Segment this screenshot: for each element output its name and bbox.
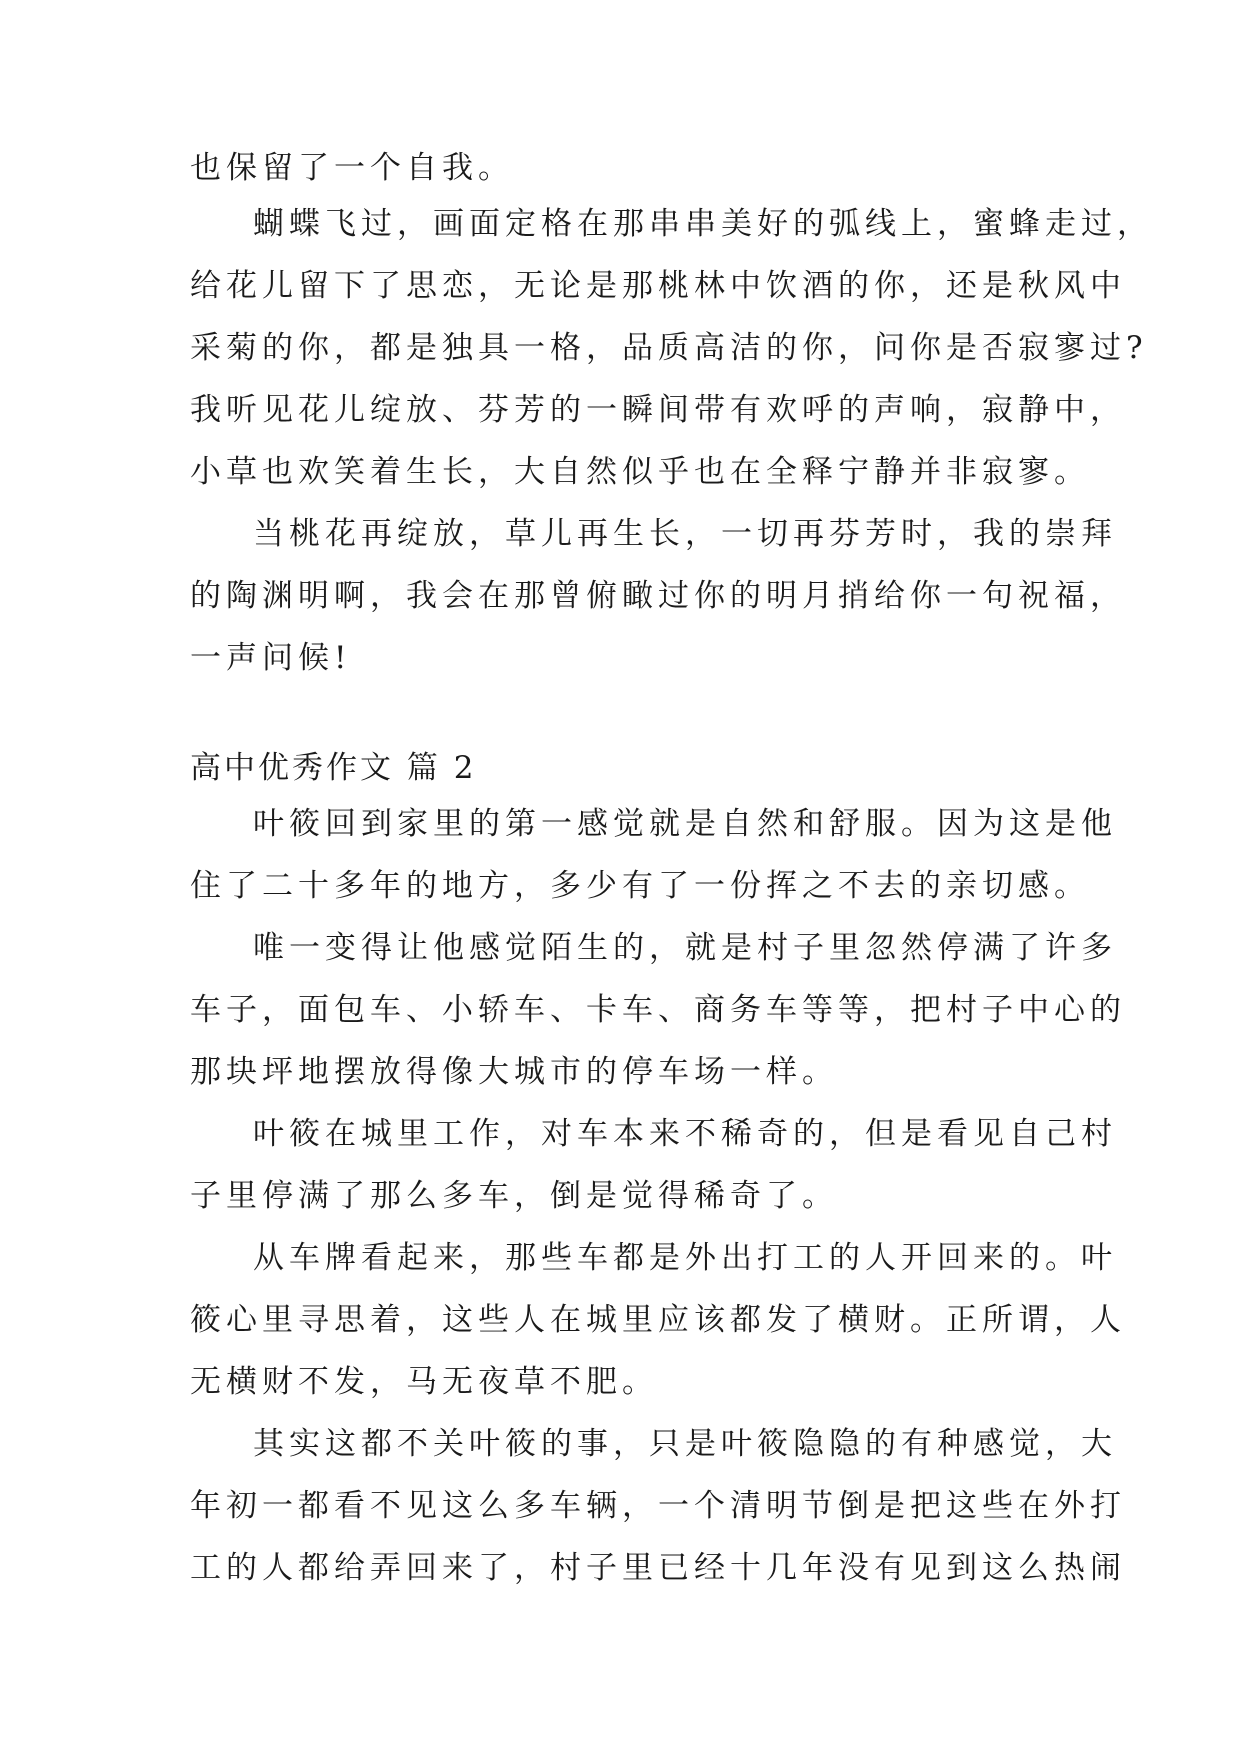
paragraph-line: 那块坪地摆放得像大城市的停车场一样。	[190, 1054, 838, 1090]
paragraph-line: 蝴蝶飞过，画面定格在那串串美好的弧线上，蜜蜂走过，	[253, 206, 1153, 242]
paragraph-line: 我听见花儿绽放、芬芳的一瞬间带有欢呼的声响，寂静中，	[190, 392, 1126, 428]
paragraph-line: 子里停满了那么多车，倒是觉得稀奇了。	[190, 1178, 838, 1214]
paragraph-line: 的陶渊明啊，我会在那曾俯瞰过你的明月捎给你一句祝福，	[190, 578, 1126, 614]
paragraph-line: 也保留了一个自我。	[190, 150, 514, 186]
paragraph-line: 一声问候!	[190, 640, 352, 676]
paragraph-line: 住了二十多年的地方，多少有了一份挥之不去的亲切感。	[190, 868, 1090, 904]
paragraph-line: 采菊的你，都是独具一格，品质高洁的你，问你是否寂寥过?	[190, 330, 1148, 366]
paragraph-line: 无横财不发，马无夜草不肥。	[190, 1364, 658, 1400]
paragraph-line: 工的人都给弄回来了，村子里已经十几年没有见到这么热闹	[190, 1550, 1126, 1586]
paragraph-line: 小草也欢笑着生长，大自然似乎也在全释宁静并非寂寥。	[190, 454, 1090, 490]
paragraph-line: 从车牌看起来，那些车都是外出打工的人开回来的。叶	[253, 1240, 1117, 1276]
paragraph-line: 叶筱回到家里的第一感觉就是自然和舒服。因为这是他	[253, 806, 1117, 842]
paragraph-line: 当桃花再绽放，草儿再生长，一切再芬芳时，我的崇拜	[253, 516, 1117, 552]
paragraph-line: 给花儿留下了思恋，无论是那桃林中饮酒的你，还是秋风中	[190, 268, 1126, 304]
section-heading: 高中优秀作文 篇 2	[190, 750, 477, 786]
paragraph-line: 叶筱在城里工作，对车本来不稀奇的，但是看见自己村	[253, 1116, 1117, 1152]
paragraph-line: 唯一变得让他感觉陌生的，就是村子里忽然停满了许多	[253, 930, 1117, 966]
paragraph-line: 车子，面包车、小轿车、卡车、商务车等等，把村子中心的	[190, 992, 1126, 1028]
paragraph-line: 年初一都看不见这么多车辆，一个清明节倒是把这些在外打	[190, 1488, 1126, 1524]
paragraph-line: 其实这都不关叶筱的事，只是叶筱隐隐的有种感觉，大	[253, 1426, 1117, 1462]
paragraph-line: 筱心里寻思着，这些人在城里应该都发了横财。正所谓，人	[190, 1302, 1126, 1338]
